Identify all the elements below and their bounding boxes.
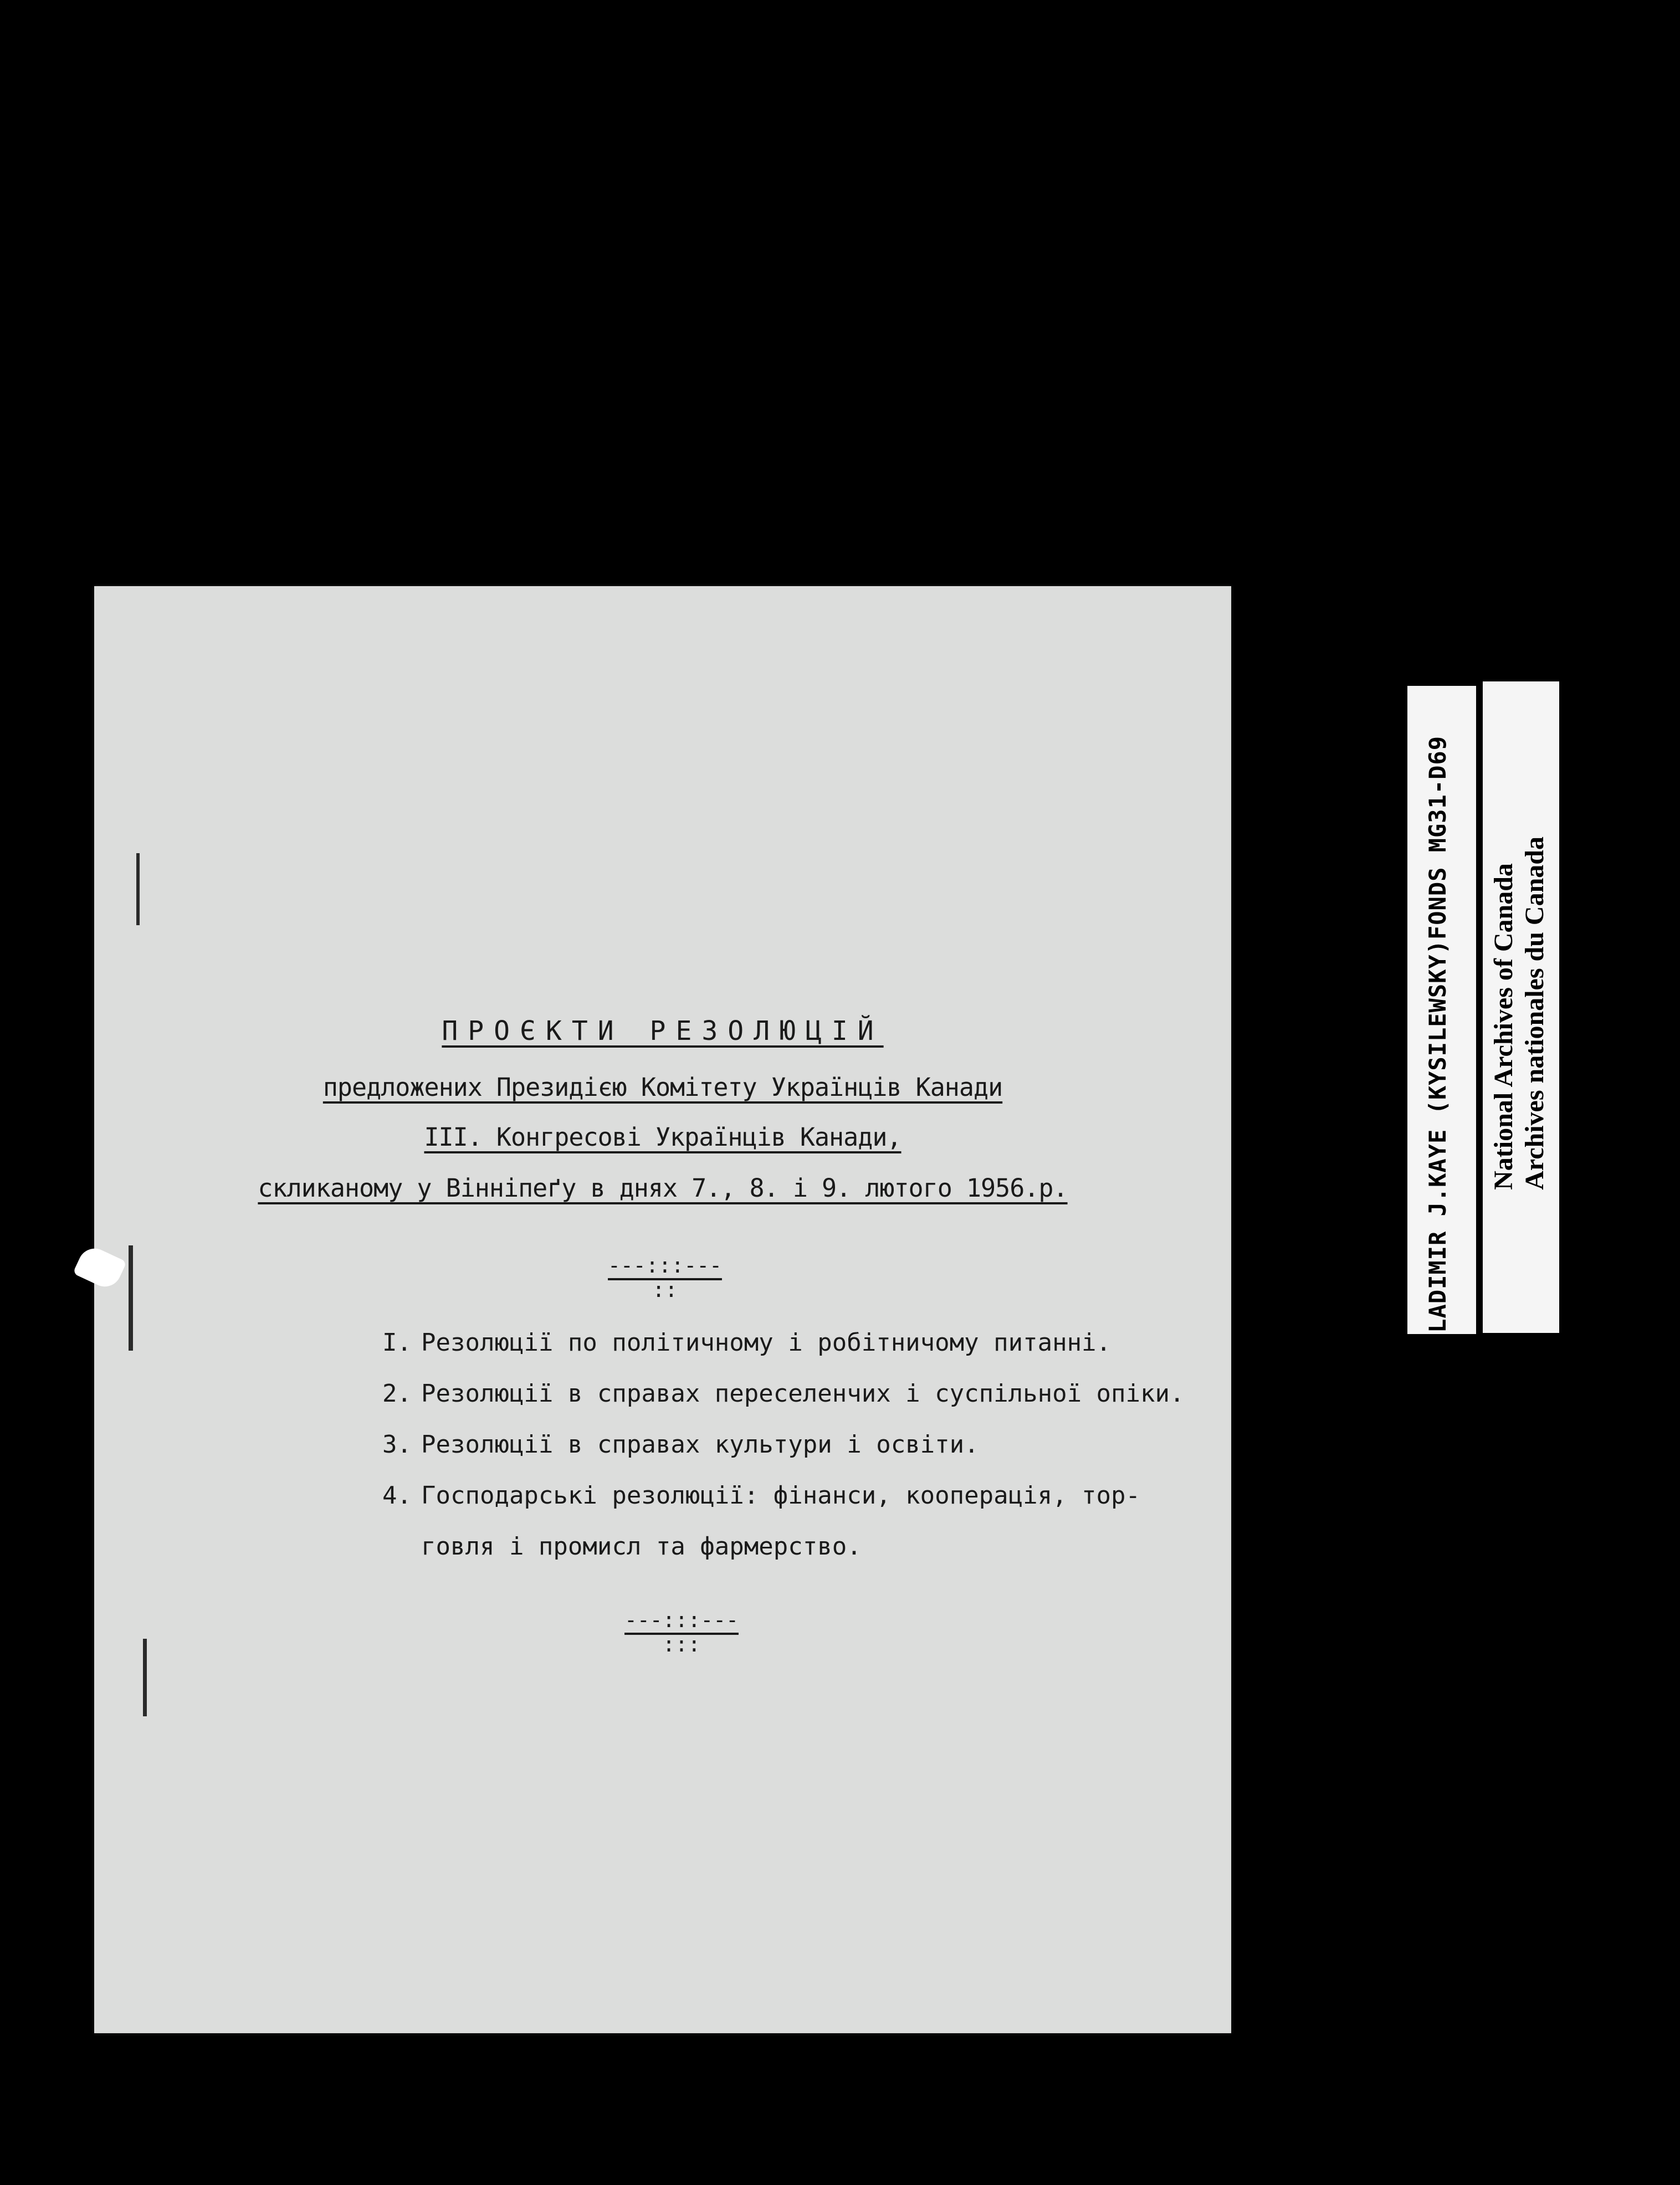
separator-top: ---:::--- ::	[608, 1253, 722, 1302]
item-text: Резолюції по політичному і робітничому питанні.	[421, 1329, 1112, 1357]
item-text-continuation: говля і промисл та фармерство.	[421, 1532, 862, 1561]
binding-mark	[129, 1245, 133, 1351]
fonds-text: VLADIMIR J.KAYE (KYSILEWSKY)FONDS MG31-D69	[1424, 736, 1451, 1348]
item-text: Господарські резолюції: фінанси, кооперація, тор-	[421, 1481, 1141, 1510]
archive-institution-label	[1483, 681, 1559, 1333]
subtitle-line-1: предложених Президією Комітету Українців Канади	[322, 1073, 1003, 1102]
subtitle-line-2: ІІІ. Конгресові Українців Канади,	[424, 1122, 902, 1152]
item-number: 2.	[382, 1379, 412, 1408]
item-number: 3.	[382, 1430, 412, 1459]
document-title: ПРОЄКТИ РЕЗОЛЮЦІЙ	[442, 1015, 884, 1047]
item-number: I.	[382, 1329, 412, 1357]
item-text: Резолюції в справах культури і освіти.	[421, 1430, 979, 1459]
item-number: 4.	[382, 1481, 412, 1510]
separator-bottom: ---:::--- :::	[624, 1608, 739, 1656]
archives-french: Archives nationales du Canada	[1520, 837, 1549, 1190]
archive-fonds-label	[1407, 686, 1476, 1348]
archive-names	[1488, 837, 1550, 1190]
item-text: Резолюції в справах переселенчих і суспільної опіки.	[421, 1379, 1185, 1408]
subtitle-line-3: скликаному у Вінніпеґу в днях 7., 8. і 9. лютого 1956.р.	[258, 1173, 1068, 1203]
document-body	[94, 586, 1231, 2033]
document-page	[94, 586, 1231, 2033]
binding-mark	[143, 1639, 147, 1716]
archives-english: National Archives of Canada	[1489, 863, 1518, 1190]
binding-mark	[136, 853, 140, 925]
